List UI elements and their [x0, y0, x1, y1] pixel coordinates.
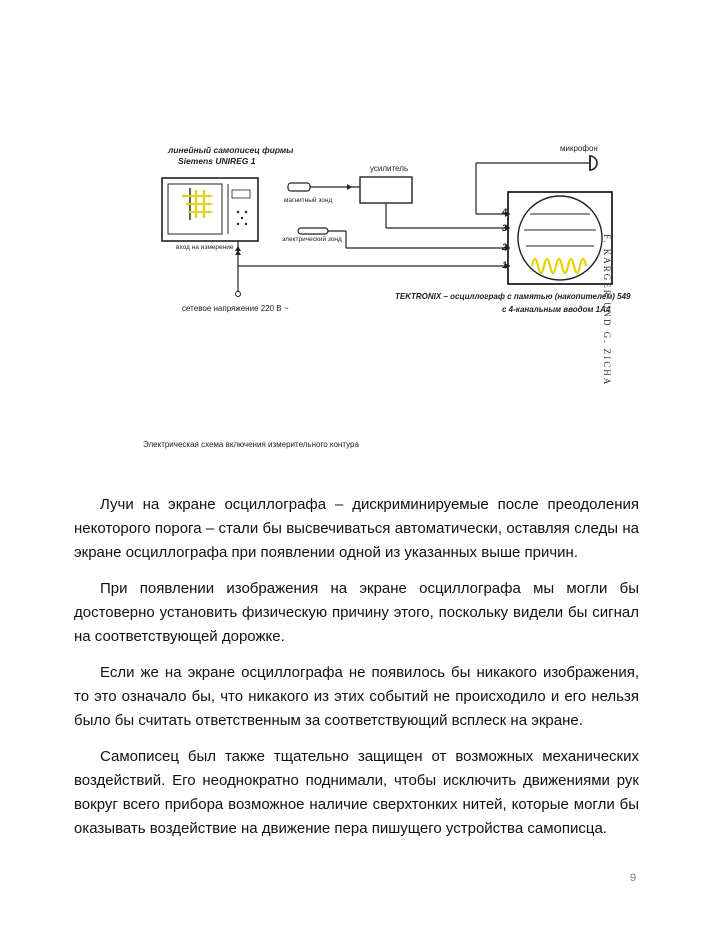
electric-probe-label: электрический зонд: [282, 236, 342, 243]
paragraph-3: Если же на экране осциллографа не появилось бы никакого изображения, то это означало бы, что никакого из этих событий не происходило и его нельзя было бы считать ответственным за соответствующий всплеск на экране.: [74, 664, 639, 729]
recorder-box: [162, 178, 258, 241]
paragraph-2: При появлении изображения на экране осциллографа мы могли бы достоверно установить физическую причину этого, поскольку видели бы сигнал на соответствующей дорожке.: [74, 580, 639, 645]
channel-number-4: 4: [502, 207, 508, 217]
recorder-label-line2: Siemens UNIREG 1: [178, 156, 256, 166]
body-text: [74, 493, 639, 853]
oscilloscope-signal-trace: [532, 259, 586, 273]
figure-caption: Электрическая схема включения измерительного контура: [143, 440, 359, 449]
paragraph-4: Самописец был также тщательно защищен от возможных механических воздействий. Его неоднократно поднимали, чтобы исключить движениями рук вокруг всего прибора возможное наличие сверхтонких нитей, которые могли бы оказывать воздействие на движение пера пишущего устройства самописца.: [74, 748, 639, 837]
side-credit: F. KARGER UND G. ZICHA: [602, 234, 612, 387]
oscilloscope-box: [508, 192, 612, 284]
magnetic-probe-label: магнитный зонд: [284, 197, 333, 204]
oscilloscope-label-line2: с 4-канальным вводом 1А4: [502, 305, 611, 314]
recorder-label-line1: линейный самописец фирмы: [168, 145, 294, 155]
oscilloscope-screen: [518, 196, 602, 280]
channel-number-1: 1: [502, 260, 508, 270]
oscilloscope-label-line1: TEKTRONIX – осциллограф с памятью (накопителем) 549: [395, 292, 631, 301]
microphone-icon: [590, 156, 597, 170]
recorder-traces: [182, 188, 212, 220]
microphone-label: микрофон: [560, 144, 598, 153]
amplifier-box: [360, 177, 412, 203]
magnetic-probe: [288, 183, 310, 191]
measurement-input-label: вход на измерение: [176, 244, 234, 251]
mains-voltage-label: сетевое напряжение 220 В ~: [182, 304, 289, 313]
electric-probe: [298, 228, 328, 234]
channel-number-2: 2: [502, 242, 508, 252]
amplifier-label: усилитель: [370, 164, 409, 173]
mains-terminal: [236, 292, 241, 297]
channel-number-3: 3: [502, 223, 508, 233]
paragraph-1: Лучи на экране осциллографа – дискриминируемые после преодоления некоторого порога – стали бы высвечиваться автоматически, оставляя следы на экране осциллографа при появлении одной из указанных выше причин.: [74, 496, 639, 561]
page-number: 9: [630, 872, 637, 884]
